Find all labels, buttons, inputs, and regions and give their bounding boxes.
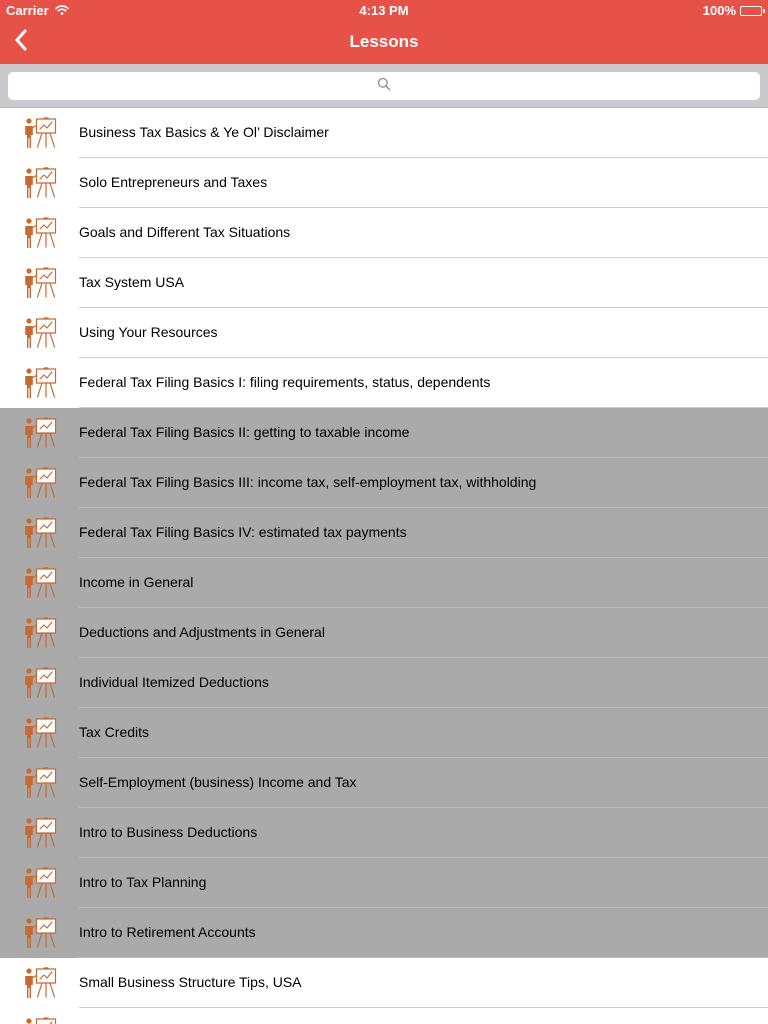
battery-percent: 100% (702, 3, 736, 18)
presentation-icon (22, 1017, 58, 1024)
presentation-icon (22, 667, 58, 699)
list-item-label: Using Your Resources (79, 324, 218, 340)
list-item-label: Individual Itemized Deductions (79, 674, 269, 690)
list-item[interactable] (0, 208, 768, 258)
status-bar (0, 0, 768, 20)
list-item-label: Business Tax Basics & Ye Ol’ Disclaimer (79, 124, 329, 140)
page-title: Lessons (349, 32, 419, 51)
list-item[interactable] (0, 458, 768, 508)
nav-bar (0, 20, 768, 64)
list-item-label: Intro to Business Deductions (79, 824, 258, 840)
lessons-list (0, 108, 768, 1024)
presentation-icon (22, 567, 58, 599)
search-input[interactable] (8, 72, 760, 100)
status-right (703, 3, 762, 18)
presentation-icon (22, 117, 58, 149)
list-item-label: Deductions and Adjustments in General (79, 624, 325, 640)
list-item[interactable] (0, 708, 768, 758)
presentation-icon (22, 917, 58, 949)
presentation-icon (22, 167, 58, 199)
presentation-icon (22, 317, 58, 349)
list-item-label: Small Business Structure Tips, USA (79, 974, 302, 990)
list-item[interactable] (0, 158, 768, 208)
list-item-label: Income in General (79, 574, 194, 590)
battery-icon (740, 6, 762, 16)
list-item-label: Federal Tax Filing Basics IV: estimated tax payments (79, 524, 407, 540)
presentation-icon (22, 367, 58, 399)
search-field-wrap (8, 72, 760, 100)
presentation-icon (22, 467, 58, 499)
list-item-label: Federal Tax Filing Basics III: income tax, self-employment tax, withholding (79, 474, 537, 490)
presentation-icon (22, 967, 58, 999)
list-item[interactable] (0, 958, 768, 1008)
list-item-label: Federal Tax Filing Basics II: getting to taxable income (79, 424, 410, 440)
list-item[interactable] (0, 358, 768, 408)
list-item[interactable] (0, 1008, 768, 1024)
presentation-icon (22, 217, 58, 249)
list-item[interactable] (0, 258, 768, 308)
presentation-icon (22, 817, 58, 849)
list-item[interactable] (0, 858, 768, 908)
list-item-label: Solo Entrepreneurs and Taxes (79, 174, 268, 190)
search-bar (0, 64, 768, 108)
presentation-icon (22, 867, 58, 899)
presentation-icon (22, 417, 58, 449)
list-item-label: Intro to Tax Planning (79, 874, 207, 890)
list-item[interactable] (0, 908, 768, 958)
list-item-label: Intro to Retirement Accounts (79, 924, 256, 940)
list-item[interactable] (0, 808, 768, 858)
presentation-icon (22, 517, 58, 549)
list-item[interactable] (0, 508, 768, 558)
list-item[interactable] (0, 408, 768, 458)
list-item-label: Federal Tax Filing Basics I: filing requirements, status, dependents (79, 374, 491, 390)
presentation-icon (22, 717, 58, 749)
presentation-icon (22, 767, 58, 799)
list-item[interactable] (0, 308, 768, 358)
list-item[interactable] (0, 558, 768, 608)
carrier-label: Carrier (6, 3, 49, 18)
list-item[interactable] (0, 608, 768, 658)
list-item-label: Tax System USA (79, 274, 185, 290)
list-item-label: Self-Employment (business) Income and Tax (79, 774, 357, 790)
list-item[interactable] (0, 758, 768, 808)
header (0, 0, 768, 64)
status-time: 4:13 PM (359, 3, 409, 18)
presentation-icon (22, 267, 58, 299)
presentation-icon (22, 617, 58, 649)
list-item-label: Tax Credits (79, 724, 150, 740)
list-item[interactable] (0, 108, 768, 158)
list-item[interactable] (0, 658, 768, 708)
list-item-label: Goals and Different Tax Situations (79, 224, 291, 240)
